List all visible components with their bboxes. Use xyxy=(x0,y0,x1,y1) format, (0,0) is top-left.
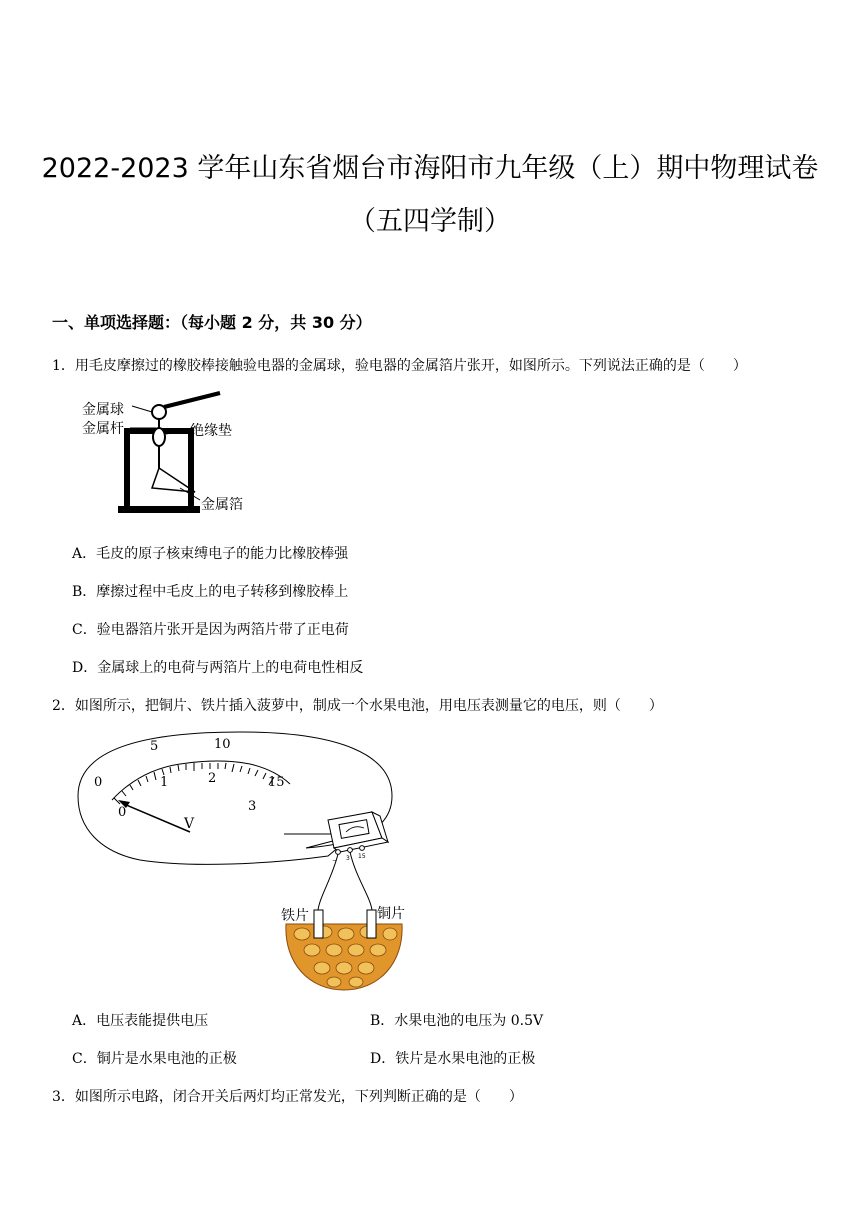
dial-lower-tick-1: 1 xyxy=(160,775,169,790)
question-2-stem: 2．如图所示，把铜片、铁片插入菠萝中，制成一个水果电池，用电压表测量它的电压，则（ ） xyxy=(52,698,663,714)
terminal-15: 15 xyxy=(358,853,366,860)
terminal-negative: − xyxy=(332,857,338,864)
dial-upper-tick-5: 5 xyxy=(150,739,159,754)
dial-lower-tick-0: 0 xyxy=(118,805,127,820)
label-metal-rod: 金属杆 xyxy=(82,421,124,437)
q2-option-b: B．水果电池的电压为 0.5V xyxy=(370,1013,544,1029)
voltmeter xyxy=(328,812,388,854)
q1-option-b: B．摩擦过程中毛皮上的电子转移到橡胶棒上 xyxy=(72,584,349,600)
exam-title-line-1: 2022-2023 学年山东省烟台市海阳市九年级（上）期中物理试卷 xyxy=(41,153,819,184)
q2-option-c: C．铜片是水果电池的正极 xyxy=(72,1051,237,1067)
dial-upper-tick-0: 0 xyxy=(94,775,103,790)
label-metal-ball: 金属球 xyxy=(82,402,124,418)
q1-option-d: D．金属球上的电荷与两箔片上的电荷电性相反 xyxy=(72,660,364,676)
label-insulating-pad: 绝缘垫 xyxy=(190,423,232,439)
terminal-3: 3 xyxy=(346,855,350,862)
section-heading: 一、单项选择题：（每小题 2 分，共 30 分） xyxy=(52,313,372,332)
question-3-stem: 3．如图所示电路，闭合开关后两灯均正常发光，下列判断正确的是（ ） xyxy=(52,1089,523,1105)
pineapple xyxy=(286,924,402,990)
exam-title-line-2: （五四学制） xyxy=(349,206,511,237)
label-metal-foil: 金属箔 xyxy=(201,497,243,513)
fruit-battery-figure xyxy=(70,728,420,993)
dial-upper-tick-15: 15 xyxy=(268,775,285,790)
dial-lower-tick-3: 3 xyxy=(248,799,257,814)
q1-option-c: C．验电器箔片张开是因为两箔片带了正电荷 xyxy=(72,622,349,638)
dial-upper-tick-10: 10 xyxy=(214,737,231,752)
label-copper-plate: 铜片 xyxy=(377,906,405,922)
q1-option-a: A．毛皮的原子核束缚电子的能力比橡胶棒强 xyxy=(72,546,349,562)
dial-lower-tick-2: 2 xyxy=(208,771,217,786)
q2-option-a: A．电压表能提供电压 xyxy=(72,1013,209,1029)
question-1-stem: 1．用毛皮摩擦过的橡胶棒接触验电器的金属球，验电器的金属箔片张开，如图所示。下列说法正确的是（ ） xyxy=(52,358,747,374)
q2-option-d: D．铁片是水果电池的正极 xyxy=(370,1051,536,1067)
label-iron-plate: 铁片 xyxy=(281,908,309,924)
dial-unit: V xyxy=(184,816,195,832)
